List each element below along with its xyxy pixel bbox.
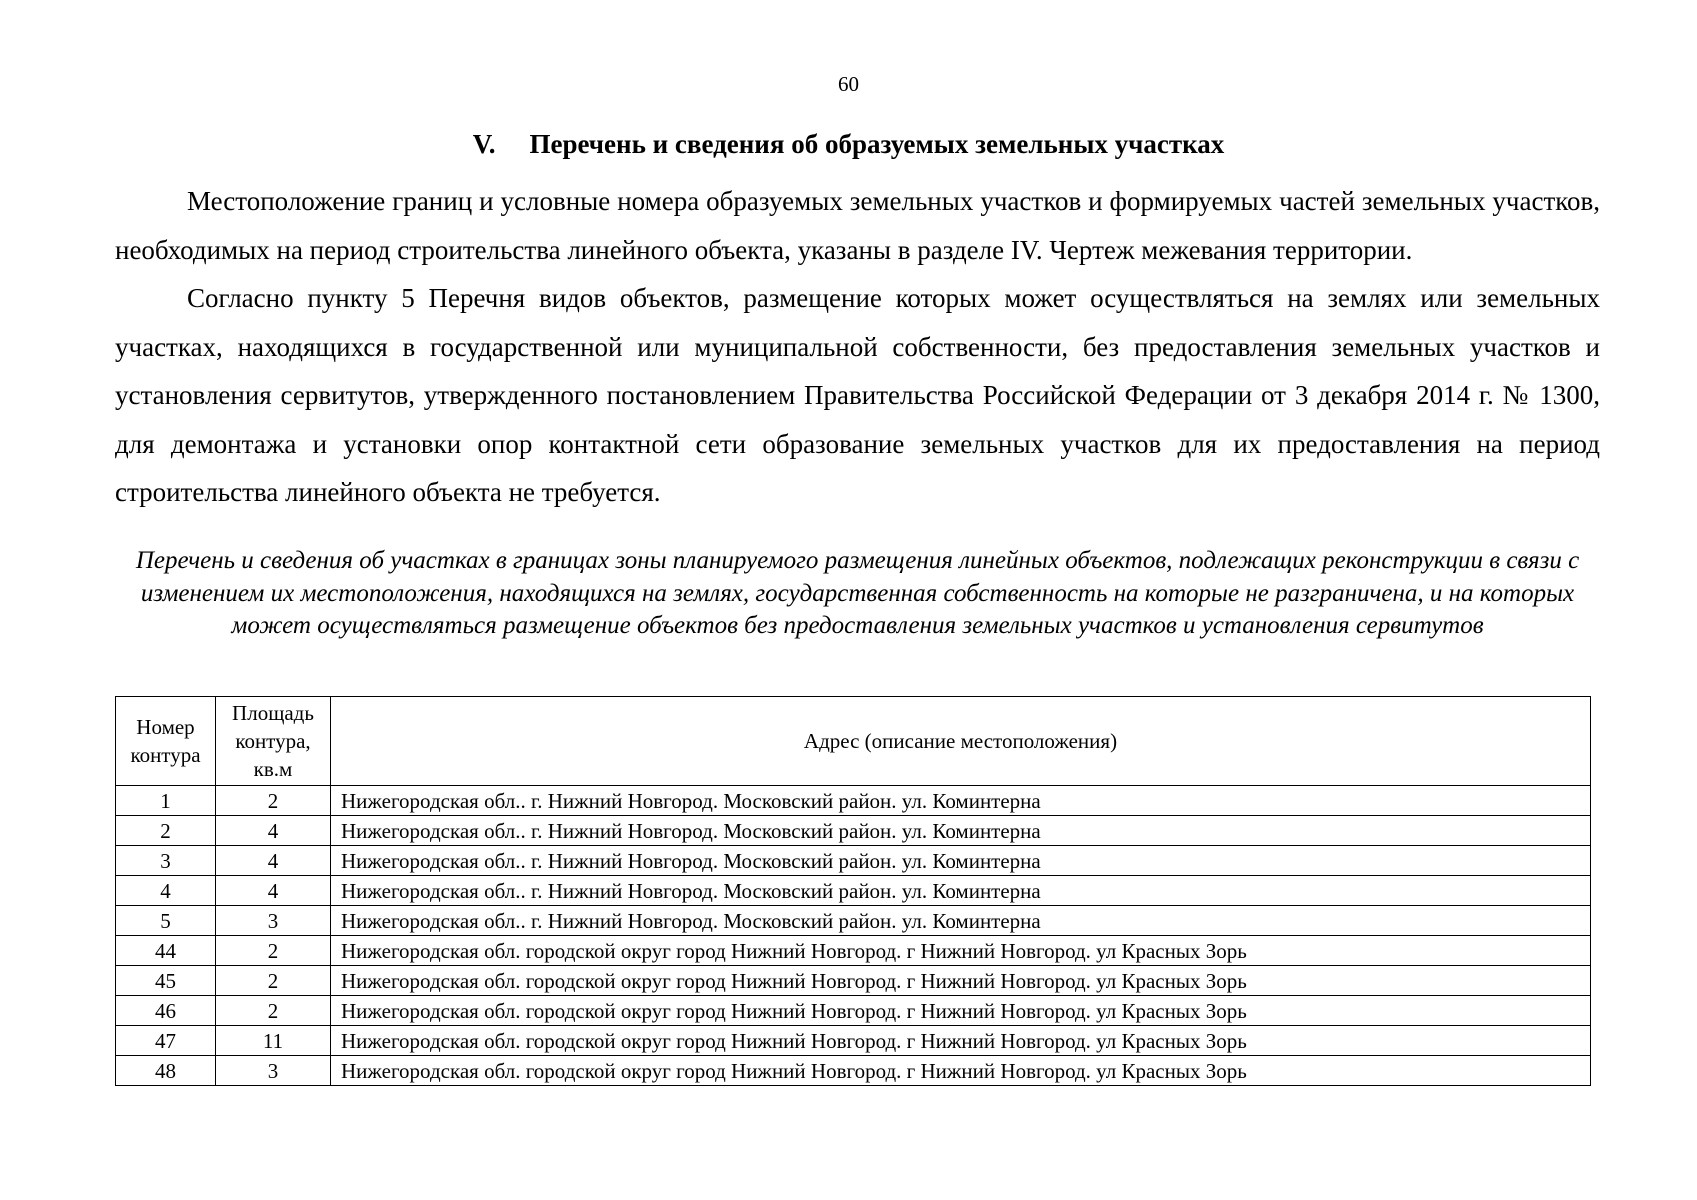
cell-contour-area: 4 — [216, 876, 331, 906]
cell-address: Нижегородская обл.. г. Нижний Новгород. Московский район. ул. Коминтерна — [331, 816, 1591, 846]
cell-contour-number: 1 — [116, 786, 216, 816]
table-row — [116, 846, 1591, 876]
cell-contour-area: 3 — [216, 906, 331, 936]
cell-contour-number: 2 — [116, 816, 216, 846]
header-address: Адрес (описание местоположения) — [331, 697, 1591, 786]
table-body — [116, 786, 1591, 1086]
header-area-line: кв.м — [253, 757, 293, 781]
cell-contour-area: 11 — [216, 1026, 331, 1056]
header-area-line: Площадь — [232, 701, 314, 725]
cell-contour-number: 45 — [116, 966, 216, 996]
cell-contour-area: 3 — [216, 1056, 331, 1086]
cell-address: Нижегородская обл.. г. Нижний Новгород. Московский район. ул. Коминтерна — [331, 906, 1591, 936]
cell-contour-number: 46 — [116, 996, 216, 1026]
cell-contour-area: 2 — [216, 966, 331, 996]
cell-contour-area: 4 — [216, 846, 331, 876]
cell-contour-number: 3 — [116, 846, 216, 876]
cell-contour-area: 4 — [216, 816, 331, 846]
header-area-line: контура, — [235, 729, 311, 753]
table-row — [116, 786, 1591, 816]
cell-address: Нижегородская обл. городской округ город Нижний Новгород. г Нижний Новгород. ул Красных Зорь — [331, 996, 1591, 1026]
cell-address: Нижегородская обл.. г. Нижний Новгород. Московский район. ул. Коминтерна — [331, 846, 1591, 876]
cell-address: Нижегородская обл. городской округ город Нижний Новгород. г Нижний Новгород. ул Красных Зорь — [331, 936, 1591, 966]
cell-contour-number: 47 — [116, 1026, 216, 1056]
cell-contour-number: 44 — [116, 936, 216, 966]
paragraph-1 — [115, 177, 1600, 274]
paragraph-text: Согласно пункту 5 Перечня видов объектов, размещение которых может осуществляться на землях или земельных участках, находящихся в государственной или муниципальной собственности, без предоставления земельных участков и установления сервитутов, утвержденного постановлением Правительства Российской Федерации от 3 декабря 2014 г. № 1300, для демонтажа и установки опор контактной сети образование земельных участков для их предоставления на период строительства линейного объекта не требуется. — [115, 283, 1600, 507]
cell-contour-area: 2 — [216, 786, 331, 816]
paragraph-text: Местоположение границ и условные номера образуемых земельных участков и формируемых частей земельных участков, необходимых на период строительства линейного объекта, указаны в разделе IV. Чертеж межевания территории. — [115, 186, 1600, 265]
table-row — [116, 1026, 1591, 1056]
table-row — [116, 966, 1591, 996]
table-row — [116, 816, 1591, 846]
cell-address: Нижегородская обл. городской округ город Нижний Новгород. г Нижний Новгород. ул Красных Зорь — [331, 966, 1591, 996]
cell-address: Нижегородская обл.. г. Нижний Новгород. Московский район. ул. Коминтерна — [331, 876, 1591, 906]
table-caption: Перечень и сведения об участках в границах зоны планируемого размещения линейных объектов, подлежащих реконструкции в связи с изменением их местоположения, находящихся на землях, государственная собственность на которые не разграничена, и на которых может осуществляться размещение объектов без предоставления земельных участков и установления сервитутов — [135, 547, 1580, 639]
cell-address: Нижегородская обл. городской округ город Нижний Новгород. г Нижний Новгород. ул Красных Зорь — [331, 1026, 1591, 1056]
cell-contour-number: 4 — [116, 876, 216, 906]
header-contour-area — [216, 697, 331, 786]
cell-contour-area: 2 — [216, 996, 331, 1026]
cell-contour-number: 5 — [116, 906, 216, 936]
section-title-text: Перечень и сведения об образуемых земельных участках — [529, 129, 1225, 159]
header-contour-number: Номер контура — [116, 697, 216, 786]
paragraph-2 — [115, 274, 1600, 517]
parcels-table — [115, 696, 1591, 1086]
page-number: 60 — [838, 72, 859, 96]
table-row — [116, 996, 1591, 1026]
section-title — [0, 128, 1697, 160]
cell-address: Нижегородская обл. городской округ город Нижний Новгород. г Нижний Новгород. ул Красных Зорь — [331, 1056, 1591, 1086]
cell-contour-area: 2 — [216, 936, 331, 966]
cell-contour-number: 48 — [116, 1056, 216, 1086]
table-row — [116, 1056, 1591, 1086]
cell-address: Нижегородская обл.. г. Нижний Новгород. Московский район. ул. Коминтерна — [331, 786, 1591, 816]
section-numeral: V. — [472, 129, 496, 159]
table-header-row — [116, 697, 1591, 786]
table-row — [116, 936, 1591, 966]
table-row — [116, 906, 1591, 936]
table-row — [116, 876, 1591, 906]
